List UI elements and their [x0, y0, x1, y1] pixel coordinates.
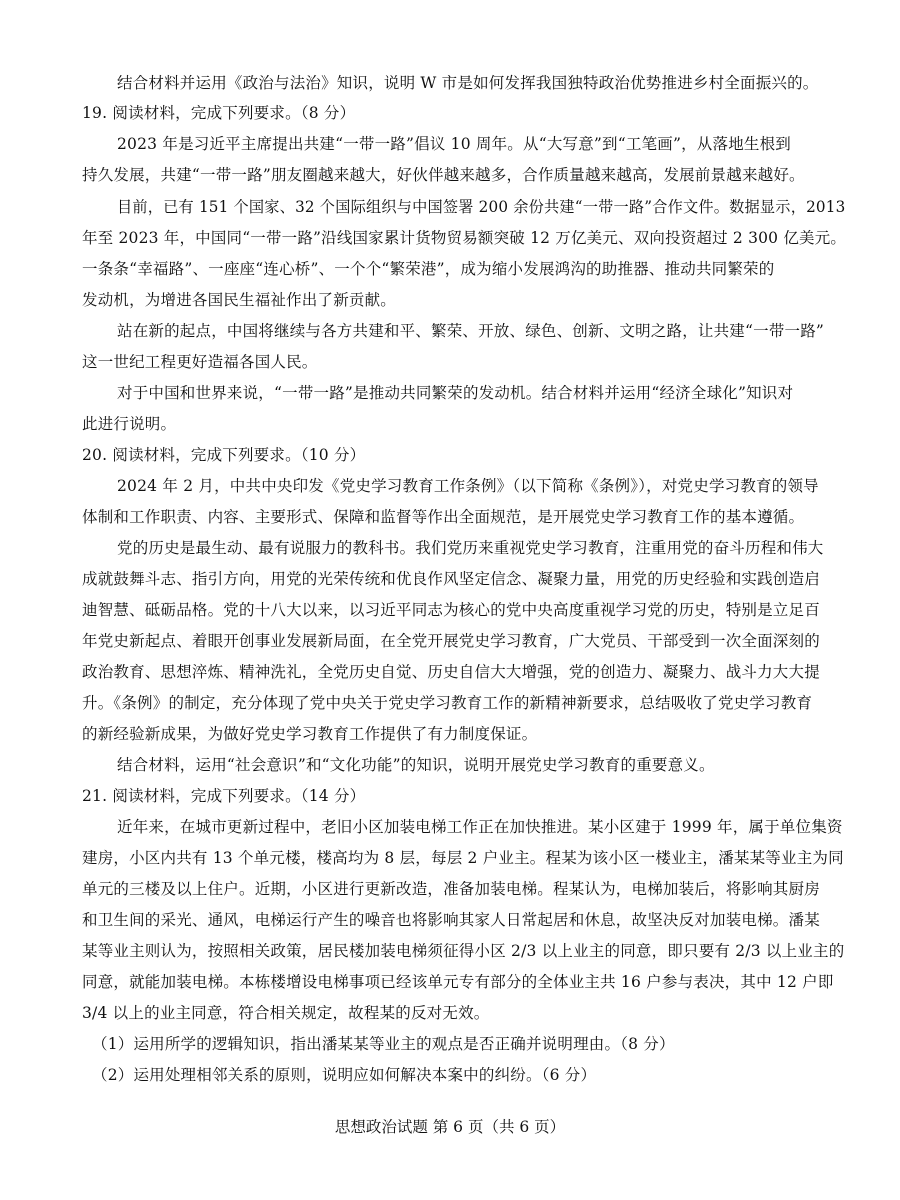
page-footer: 思想政治试题 第 6 页（共 6 页） [334, 1118, 566, 1136]
q21-subquestion-2: （2）运用处理相邻关系的原则，说明应如何解决本案中的纠纷。（6 分） [92, 1066, 597, 1084]
q20-material-p2-line6: 升。《条例》的制定，充分体现了党中央关于党史学习教育工作的新精神新要求，总结吸收了党史学习教育 [82, 694, 813, 712]
q20-material-p1-line2: 体制和工作职责、内容、主要形式、保障和监督等作出全面规范，是开展党史学习教育工作的基本遵循。 [82, 508, 805, 526]
q21-material-line6: 同意，就能加装电梯。本栋楼增设电梯事项已经该单元专有部分的全体业主共 16 户参与表决，其中 12 户即 [82, 973, 834, 991]
q21-material-line5: 某等业主则认为，按照相关政策，居民楼加装电梯须征得小区 2/3 以上业主的同意，即只要有 2/3 以上业主的 [82, 942, 845, 960]
q21-material-line1: 近年来，在城市更新过程中，老旧小区加装电梯工作正在加快推进。某小区建于 1999 年，属于单位集资 [117, 818, 843, 836]
q19-material-p2-line1: 目前，已有 151 个国家、32 个国际组织与中国签署 200 余份共建“一带一路”合作文件。数据显示，2013 [117, 198, 846, 216]
q19-material-p3-line2: 这一世纪工程更好造福各国人民。 [82, 353, 318, 371]
q19-heading: 19. 阅读材料，完成下列要求。（8 分） [82, 104, 356, 122]
q19-question-line2: 此进行说明。 [82, 415, 177, 433]
q20-material-p2-line4: 年党史新起点、着眼开创事业发展新局面，在全党开展党史学习教育，广大党员、干部受到一次全面深刻的 [82, 632, 820, 650]
q19-material-p2-line2: 年至 2023 年，中国同“一带一路”沿线国家累计货物贸易额突破 12 万亿美元、双向投资超过 2 300 亿美元。 [82, 229, 847, 247]
q19-material-p1-line1: 2023 年是习近平主席提出共建“一带一路”倡议 10 周年。从“大写意”到“工笔画”，从落地生根到 [117, 135, 791, 153]
q21-material-line2: 建房，小区内共有 13 个单元楼，楼高均为 8 层，每层 2 户业主。程某为该小区一楼业主，潘某某等业主为同 [82, 849, 844, 867]
q20-material-p2-line5: 政治教育、思想淬炼、精神洗礼，全党历史自觉、历史自信大大增强，党的创造力、凝聚力、战斗力大大提 [82, 663, 820, 681]
q19-material-p2-line4: 发动机，为增进各国民生福祉作出了新贡献。 [82, 291, 397, 309]
q19-material-p2-line3: 一条条“幸福路”、一座座“连心桥”、一个个“繁荣港”，成为缩小发展鸿沟的助推器、推动共同繁荣的 [82, 260, 775, 278]
q20-question-line1: 结合材料，运用“社会意识”和“文化功能”的知识，说明开展党史学习教育的重要意义。 [117, 756, 715, 774]
q19-material-p3-line1: 站在新的起点，中国将继续与各方共建和平、繁荣、开放、绿色、创新、文明之路，让共建“一带一路” [117, 322, 825, 340]
q19-material-p1-line2: 持久发展，共建“一带一路”朋友圈越来越大，好伙伴越来越多，合作质量越来越高，发展前景越来越好。 [82, 166, 805, 184]
q18-question-text: 结合材料并运用《政治与法治》知识，说明 W 市是如何发挥我国独特政治优势推进乡村全面振兴的。 [117, 74, 819, 92]
q20-material-p2-line2: 成就鼓舞斗志、指引方向，用党的光荣传统和优良作风坚定信念、凝聚力量，用党的历史经验和实践创造启 [82, 570, 820, 588]
q21-heading: 21. 阅读材料，完成下列要求。（14 分） [82, 787, 366, 805]
q20-heading: 20. 阅读材料，完成下列要求。（10 分） [82, 446, 366, 464]
q21-material-line3: 单元的三楼及以上住户。近期，小区进行更新改造，准备加装电梯。程某认为，电梯加装后，将影响其厨房 [82, 880, 820, 898]
q21-material-line4: 和卫生间的采光、通风，电梯运行产生的噪音也将影响其家人日常起居和休息，故坚决反对加装电梯。潘某 [82, 911, 820, 929]
q19-question-line1: 对于中国和世界来说，“一带一路”是推动共同繁荣的发动机。结合材料并运用“经济全球化”知识对 [117, 384, 794, 402]
q20-material-p2-line3: 迪智慧、砥砺品格。党的十八大以来，以习近平同志为核心的党中央高度重视学习党的历史，特别是立足百 [82, 601, 820, 619]
q21-material-line7: 3/4 以上的业主同意，符合相关规定，故程某的反对无效。 [82, 1004, 490, 1022]
q20-material-p2-line1: 党的历史是最生动、最有说服力的教科书。我们党历来重视党史学习教育，注重用党的奋斗历程和伟大 [117, 539, 824, 557]
q21-subquestion-1: （1）运用所学的逻辑知识，指出潘某某等业主的观点是否正确并说明理由。（8 分） [92, 1035, 675, 1053]
q20-material-p1-line1: 2024 年 2 月，中共中央印发《党史学习教育工作条例》（以下简称《条例》），对党史学习教育的领导 [117, 477, 819, 495]
q20-material-p2-line7: 的新经验新成果，为做好党史学习教育工作提供了有力制度保证。 [82, 725, 538, 743]
